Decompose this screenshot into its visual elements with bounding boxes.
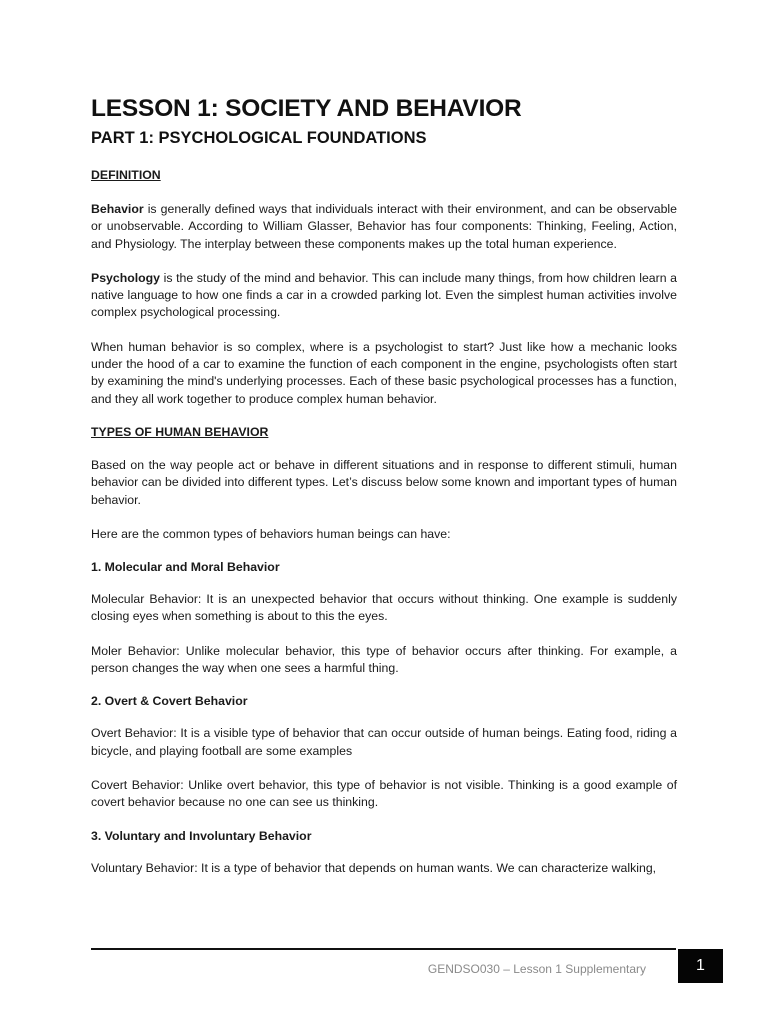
page-title: LESSON 1: SOCIETY AND BEHAVIOR bbox=[91, 95, 522, 122]
page-subtitle: PART 1: PSYCHOLOGICAL FOUNDATIONS bbox=[91, 129, 427, 147]
paragraph-types-lead: Here are the common types of behaviors human beings can have: bbox=[91, 526, 451, 541]
paragraph-psychologist-start: When human behavior is so complex, where is a psychologist to start? Just like how a mechanic looks under the hood of a car to examine the function of each component in the engine, psychologists often start by examining the mind's underlying processes. Each of these basic psychological processes has a function, and they all work together to produce complex human behavior. bbox=[91, 339, 677, 406]
paragraph-behavior bbox=[91, 201, 677, 253]
paragraph-voluntary: Voluntary Behavior: It is a type of behavior that depends on human wants. We can characterize walking, bbox=[91, 860, 657, 875]
psychology-definition: is the study of the mind and behavior. This can include many things, from how children learn a native language to how one finds a car in a crowded parking lot. Even the simplest human activities involve complex psychological processing. bbox=[91, 270, 677, 320]
paragraph-moler: Moler Behavior: Unlike molecular behavior, this type of behavior occurs after thinking. For example, a person changes the way when one sees a harmful thing. bbox=[91, 643, 677, 676]
term-psychology: Psychology bbox=[91, 270, 161, 285]
paragraph-covert: Covert Behavior: Unlike overt behavior, this type of behavior is not visible. Thinking is a good example of covert behavior because no one can see us thinking. bbox=[91, 777, 677, 810]
paragraph-molecular: Molecular Behavior: It is an unexpected behavior that occurs without thinking. One example is suddenly closing eyes when something is about to this the eyes. bbox=[91, 592, 677, 624]
section-heading-types: TYPES OF HUMAN BEHAVIOR bbox=[91, 424, 269, 439]
footer-divider bbox=[91, 948, 676, 950]
subheading-molecular-moral: 1. Molecular and Moral Behavior bbox=[91, 560, 280, 575]
paragraph-psychology bbox=[91, 270, 677, 322]
term-behavior: Behavior bbox=[91, 202, 144, 216]
paragraph-types-intro: Based on the way people act or behave in different situations and in response to different stimuli, human behavior can be divided into different types. Let’s discuss below some known and important types of human behavior. bbox=[91, 457, 677, 507]
paragraph-overt: Overt Behavior: It is a visible type of behavior that can occur outside of human beings. Eating food, riding a bicycle, and playing football are some examples bbox=[91, 726, 677, 758]
document-body bbox=[91, 95, 677, 877]
section-heading-definition: DEFINITION bbox=[91, 168, 161, 182]
page-number: 1 bbox=[678, 949, 723, 983]
subheading-overt-covert: 2. Overt & Covert Behavior bbox=[91, 694, 248, 709]
footer-course-label: GENDSO030 – Lesson 1 Supplementary bbox=[427, 962, 646, 976]
behavior-definition: is generally defined ways that individuals interact with their environment, and can be observable or unobservable. According to William Glasser, Behavior has four components: Thinking, Feeling, Action, and Physiology. The interplay between these components makes up the total human experience. bbox=[91, 202, 677, 251]
subheading-voluntary-involuntary: 3. Voluntary and Involuntary Behavior bbox=[91, 828, 312, 843]
